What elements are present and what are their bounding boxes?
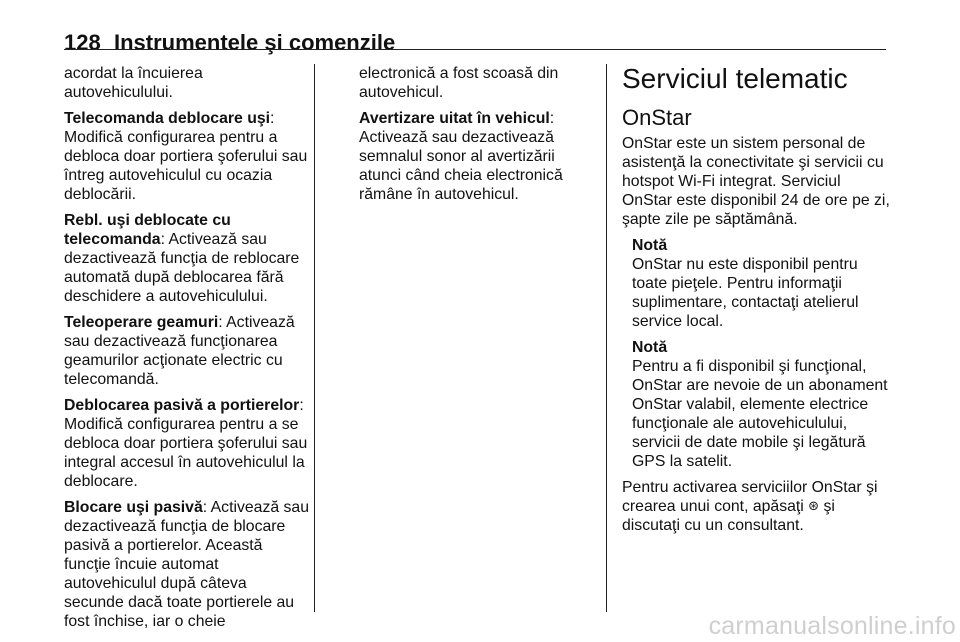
paragraph-text: electronică a fost scoasă din autovehicul. [359,65,559,101]
column-3 [622,64,892,542]
note-text: Pentru a fi disponibil şi funcţional, OnStar are nevoie de un abonament OnStar valabil, elemente electrice funcţionale ale autovehiculului, servicii de date mobile şi legătură GPS la satelit. [632,358,888,470]
chapter-title: Instrumentele şi comenzile [114,30,396,55]
setting-item [359,109,587,204]
setting-description: : Modifică configurarea pentru a debloca doar portiera şoferului sau întreg autovehiculul cu ocazia deblocării. [64,110,308,203]
setting-item [64,396,309,491]
column-1 [64,64,309,638]
onstar-button-icon: ⊛ [808,498,820,513]
outro-text: şi discutaţi cu un consultant. [622,498,835,534]
note-label: Notă [632,237,668,254]
page-number: 128 [64,30,101,55]
section-title: Serviciul telematic [622,63,848,94]
subsection-title: OnStar [622,105,692,130]
setting-item [64,498,309,631]
note-text: OnStar nu este disponibil pentru toate pieţele. Pentru informaţii suplimentare, contactaţi atelierul service local. [632,256,859,330]
setting-item [64,211,309,306]
setting-term: Blocare uşi pasivă [64,499,203,516]
setting-description: : Activează sau dezactivează funcţia de blocare pasivă a portierelor. Această funcţie încuie automat autovehiculul după câteva secunde dacă toate portierele au fost închise, iar o cheie [64,499,309,630]
setting-description: : Activează sau dezactivează funcţionarea geamurilor acţionate electric cu telecomandă. [64,314,295,388]
column-2 [359,64,587,211]
setting-description: : Activează sau dezactivează semnalul sonor al avertizării atunci când cheia electronică rămâne în autovehicul. [359,110,563,203]
setting-item [64,313,309,389]
setting-description: : Activează sau dezactivează funcţia de reblocare automată după deblocarea fără deschidere a autovehiculului. [64,231,300,305]
column-divider [606,64,607,612]
header-rule [64,49,886,50]
column-divider [314,64,315,612]
setting-term: Deblocarea pasivă a portierelor [64,397,300,414]
paragraph [64,64,309,102]
paragraph-text: acordat la încuierea autovehiculului. [64,65,203,101]
page-header [64,30,886,56]
watermark: carmanualsonline.info [708,612,956,640]
setting-description: : Modifică configurarea pentru a se debloca doar portiera şoferului sau integral accesul în autovehiculul la deblocare. [64,397,308,490]
intro-paragraph: OnStar este un sistem personal de asistenţă la conectivitate şi servicii cu hotspot Wi-Fi integrat. Serviciul OnStar este disponibil 24 de ore pe zi, şapte zile pe săptămână. [622,135,890,228]
note-label: Notă [632,339,668,356]
setting-term: Avertizare uitat în vehicul [359,110,550,127]
paragraph [359,64,587,102]
note-block [632,338,892,471]
setting-term: Teleoperare geamuri [64,314,219,331]
setting-term: Rebl. uşi deblocate cu telecomanda [64,212,231,248]
setting-term: Telecomanda deblocare uşi [64,110,271,127]
outro-text: Pentru activarea serviciilor OnStar şi crearea unui cont, apăsaţi [622,479,878,515]
note-block [632,236,892,331]
outro-paragraph [622,478,892,535]
setting-item [64,109,309,204]
